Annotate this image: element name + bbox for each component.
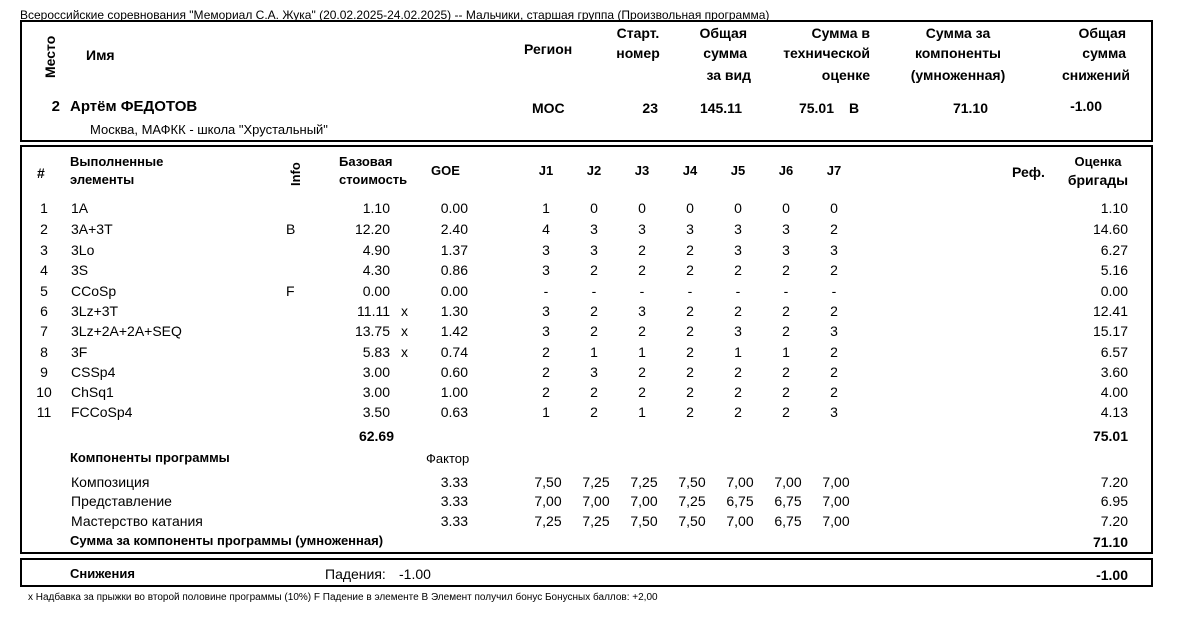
element-goe: 0.60 [440,364,468,380]
element-judge-score: 3 [542,262,550,278]
ded-label-2: сумма [1082,45,1126,61]
element-judge-score: 2 [542,344,550,360]
falls-value: -1.00 [399,566,431,582]
element-judge-score: 2 [686,303,694,319]
element-judge-score: 2 [590,404,598,420]
element-judge-score: 0 [782,200,790,216]
col-j6-header: J6 [778,163,794,178]
element-goe: 0.63 [440,404,468,420]
element-base-value: 13.75 [354,323,390,339]
element-panel-score: 12.41 [1092,303,1128,319]
element-name: ChSq1 [71,384,114,400]
element-judge-score: 3 [590,364,598,380]
element-judge-score: - [831,283,837,299]
element-base-value: 12.20 [354,221,390,237]
col-j5-header: J5 [730,163,746,178]
component-factor: 3.33 [440,513,468,529]
element-panel-score: 15.17 [1092,323,1128,339]
col-base-header-1: Базовая [339,154,393,169]
component-score: 7.20 [1100,474,1128,490]
components-total-label: Сумма за компоненты программы (умноженная) [70,533,384,548]
element-name: 3Lz+2A+2A+SEQ [71,323,182,339]
component-judge-score: 7,00 [534,493,562,509]
element-judge-score: 3 [734,323,742,339]
deductions-box [20,558,1153,587]
element-judge-score: 0 [638,200,646,216]
element-goe: 0.00 [440,283,468,299]
element-judge-score: 2 [686,323,694,339]
component-judge-score: 7,25 [582,474,610,490]
component-judge-score: 7,50 [678,474,706,490]
skater-place: 2 [51,98,60,115]
element-base-value: 3.00 [362,364,390,380]
skater-region: MOC [532,100,565,116]
deductions-total: -1.00 [1096,567,1128,583]
element-judge-score: 2 [686,344,694,360]
page-title: Всероссийские соревнования "Мемориал С.А. Жука" (20.02.2025-24.02.2025) -- Мальчики, старшая группа (Произвольная программа) [20,8,770,22]
component-name: Представление [71,493,172,509]
component-factor: 3.33 [440,474,468,490]
element-name: CSSp4 [71,364,116,380]
element-panel-score: 0.00 [1100,283,1128,299]
element-judge-score: - [783,283,789,299]
element-name: 3Lo [71,242,95,258]
element-number: 10 [36,384,52,400]
element-judge-score: 0 [734,200,742,216]
element-judge-score: 2 [638,364,646,380]
element-judge-score: 3 [734,221,742,237]
total-label-1: Общая [699,25,747,41]
element-judge-score: 3 [542,323,550,339]
element-judge-score: 3 [782,242,790,258]
component-judge-score: 7,00 [822,513,850,529]
element-judge-score: 3 [734,242,742,258]
element-number: 3 [40,242,48,258]
element-panel-score: 4.13 [1100,404,1128,420]
element-number: 6 [40,303,48,319]
col-info-header: Info [288,162,303,186]
falls-label: Падения: [325,566,386,582]
component-judge-score: 7,00 [822,474,850,490]
component-judge-score: 7,00 [774,474,802,490]
col-j1-header: J1 [538,163,554,178]
element-name: 3A+3T [71,221,113,237]
element-judge-score: 1 [542,200,550,216]
element-goe: 1.42 [440,323,468,339]
col-score-header-2: бригады [1067,172,1129,188]
component-judge-score: 6,75 [774,493,802,509]
component-judge-score: 6,75 [726,493,754,509]
element-judge-score: - [735,283,741,299]
element-info: B [286,221,296,237]
elements-base-total: 62.69 [358,428,394,444]
component-name: Мастерство катания [71,513,203,529]
element-goe: 1.00 [440,384,468,400]
component-judge-score: 7,00 [822,493,850,509]
skater-start-no: 23 [642,100,658,116]
name-label: Имя [86,47,115,63]
element-judge-score: 3 [542,242,550,258]
element-judge-score: 2 [830,221,838,237]
skater-tech: 75.01 [798,100,834,116]
col-score-header-1: Оценка [1074,154,1122,169]
element-judge-score: 3 [686,221,694,237]
skater-tech-flag: B [849,100,860,116]
element-judge-score: 2 [782,323,790,339]
element-info: F [286,283,295,299]
element-judge-score: 3 [830,404,838,420]
element-base-value: 3.00 [362,384,390,400]
element-judge-score: - [543,283,549,299]
element-judge-score: 2 [638,323,646,339]
element-judge-score: - [639,283,645,299]
element-judge-score: 2 [590,262,598,278]
col-j2-header: J2 [586,163,602,178]
ded-label-1: Общая [1078,25,1126,41]
element-panel-score: 4.00 [1100,384,1128,400]
col-ref-header: Реф. [1012,164,1045,180]
component-judge-score: 6,75 [774,513,802,529]
element-number: 1 [40,200,48,216]
element-judge-score: 2 [782,404,790,420]
element-goe: 0.86 [440,262,468,278]
col-base-header-2: стоимость [339,172,408,187]
start-label-2: номер [616,45,660,61]
element-judge-score: 2 [590,384,598,400]
element-judge-score: 2 [590,323,598,339]
element-judge-score: 2 [686,404,694,420]
tech-label-1: Сумма в [811,25,870,41]
element-panel-score: 14.60 [1092,221,1128,237]
element-judge-score: 0 [830,200,838,216]
element-number: 5 [40,283,48,299]
element-judge-score: 0 [590,200,598,216]
element-number: 11 [36,404,52,420]
element-name: 3Lz+3T [71,303,119,319]
components-header: Компоненты программы [70,450,230,465]
element-judge-score: 3 [590,242,598,258]
element-base-value: 11.11 [357,303,390,319]
element-judge-score: 2 [782,262,790,278]
element-name: 1A [71,200,89,216]
skater-total: 145.11 [699,100,742,116]
element-judge-score: 1 [590,344,598,360]
element-judge-score: 2 [782,364,790,380]
component-judge-score: 7,00 [582,493,610,509]
skater-components: 71.10 [952,100,988,116]
element-judge-score: - [687,283,693,299]
col-j7-header: J7 [826,163,842,178]
element-number: 4 [40,262,48,278]
component-judge-score: 7,25 [630,474,658,490]
tech-label-2: технической [783,45,870,61]
element-base-value: 4.90 [362,242,390,258]
element-judge-score: 2 [734,364,742,380]
component-factor: 3.33 [440,493,468,509]
element-number: 9 [40,364,48,380]
element-judge-score: 3 [830,242,838,258]
element-judge-score: 2 [734,262,742,278]
element-judge-score: 2 [830,384,838,400]
element-judge-score: 2 [782,384,790,400]
element-judge-score: 1 [542,404,550,420]
element-panel-score: 5.16 [1100,262,1128,278]
element-judge-score: 3 [830,323,838,339]
element-goe: 0.00 [440,200,468,216]
footnote: x Надбавка за прыжки во второй половине программы (10%) F Падение в элементе B Элемент получил бонус Бонусных баллов: +2,00 [28,592,658,603]
col-goe-header: GOE [431,163,460,178]
component-judge-score: 7,50 [678,513,706,529]
element-goe: 2.40 [440,221,468,237]
total-label-2: сумма [703,45,747,61]
element-judge-score: 2 [734,384,742,400]
element-judge-score: 2 [830,262,838,278]
element-judge-score: 2 [686,384,694,400]
element-base-value: 0.00 [362,283,390,299]
element-number: 8 [40,344,48,360]
element-panel-score: 6.27 [1100,242,1128,258]
element-judge-score: 2 [734,404,742,420]
ded-label-3: снижений [1061,67,1130,83]
comp-label-3: (умноженная) [910,67,1006,83]
element-judge-score: 2 [734,303,742,319]
element-panel-score: 6.57 [1100,344,1128,360]
element-judge-score: 2 [686,242,694,258]
element-name: CCoSp [71,283,117,299]
element-name: 3F [71,344,88,360]
comp-label-1: Сумма за [925,25,991,41]
factor-header: Фактор [426,451,470,466]
element-bonus-mark: x [401,303,408,319]
element-number: 7 [40,323,48,339]
element-base-value: 1.10 [362,200,390,216]
element-judge-score: 4 [542,221,550,237]
component-judge-score: 7,50 [534,474,562,490]
comp-label-2: компоненты [914,45,1002,61]
element-name: FCCoSp4 [71,404,133,420]
element-goe: 0.74 [440,344,468,360]
component-judge-score: 7,00 [630,493,658,509]
component-judge-score: 7,00 [726,474,754,490]
col-j4-header: J4 [682,163,698,178]
element-judge-score: 3 [638,221,646,237]
total-label-3: за вид [706,67,751,83]
element-judge-score: 1 [638,344,646,360]
element-judge-score: 2 [638,384,646,400]
element-judge-score: 2 [830,364,838,380]
tech-label-3: оценке [821,67,870,83]
element-name: 3S [71,262,89,278]
component-judge-score: 7,50 [630,513,658,529]
element-judge-score: - [591,283,597,299]
col-j3-header: J3 [634,163,650,178]
col-num-header: # [37,165,45,181]
element-goe: 1.37 [440,242,468,258]
element-judge-score: 2 [830,303,838,319]
element-judge-score: 2 [590,303,598,319]
skater-name: Артём ФЕДОТОВ [70,98,198,115]
skater-club: Москва, МАФКК - школа "Хрустальный" [90,122,328,137]
deductions-label: Снижения [70,566,135,581]
elements-score-total: 75.01 [1092,428,1128,444]
element-judge-score: 2 [638,242,646,258]
component-judge-score: 7,25 [582,513,610,529]
skater-deductions: -1.00 [1070,98,1102,114]
element-judge-score: 3 [782,221,790,237]
col-elem-header-1: Выполненные [70,154,164,169]
place-label: Место [42,35,58,78]
element-judge-score: 3 [638,303,646,319]
col-elem-header-2: элементы [70,172,135,187]
component-judge-score: 7,00 [726,513,754,529]
element-judge-score: 1 [782,344,790,360]
element-judge-score: 2 [542,364,550,380]
component-name: Композиция [71,474,150,490]
element-bonus-mark: x [401,323,408,339]
element-judge-score: 2 [542,384,550,400]
element-judge-score: 3 [542,303,550,319]
element-base-value: 5.83 [362,344,390,360]
element-judge-score: 1 [734,344,742,360]
element-judge-score: 0 [686,200,694,216]
element-judge-score: 3 [590,221,598,237]
component-score: 7.20 [1100,513,1128,529]
components-total-value: 71.10 [1092,534,1128,550]
element-judge-score: 1 [638,404,646,420]
element-judge-score: 2 [686,262,694,278]
region-label: Регион [524,41,573,57]
element-base-value: 3.50 [362,404,390,420]
component-score: 6.95 [1100,493,1128,509]
component-judge-score: 7,25 [534,513,562,529]
element-panel-score: 1.10 [1100,200,1128,216]
element-judge-score: 2 [638,262,646,278]
element-goe: 1.30 [440,303,468,319]
element-bonus-mark: x [401,344,408,360]
component-judge-score: 7,25 [678,493,706,509]
element-panel-score: 3.60 [1100,364,1128,380]
element-base-value: 4.30 [362,262,390,278]
element-judge-score: 2 [686,364,694,380]
element-judge-score: 2 [782,303,790,319]
element-number: 2 [40,221,48,237]
element-judge-score: 2 [830,344,838,360]
start-label-1: Старт. [616,25,660,41]
